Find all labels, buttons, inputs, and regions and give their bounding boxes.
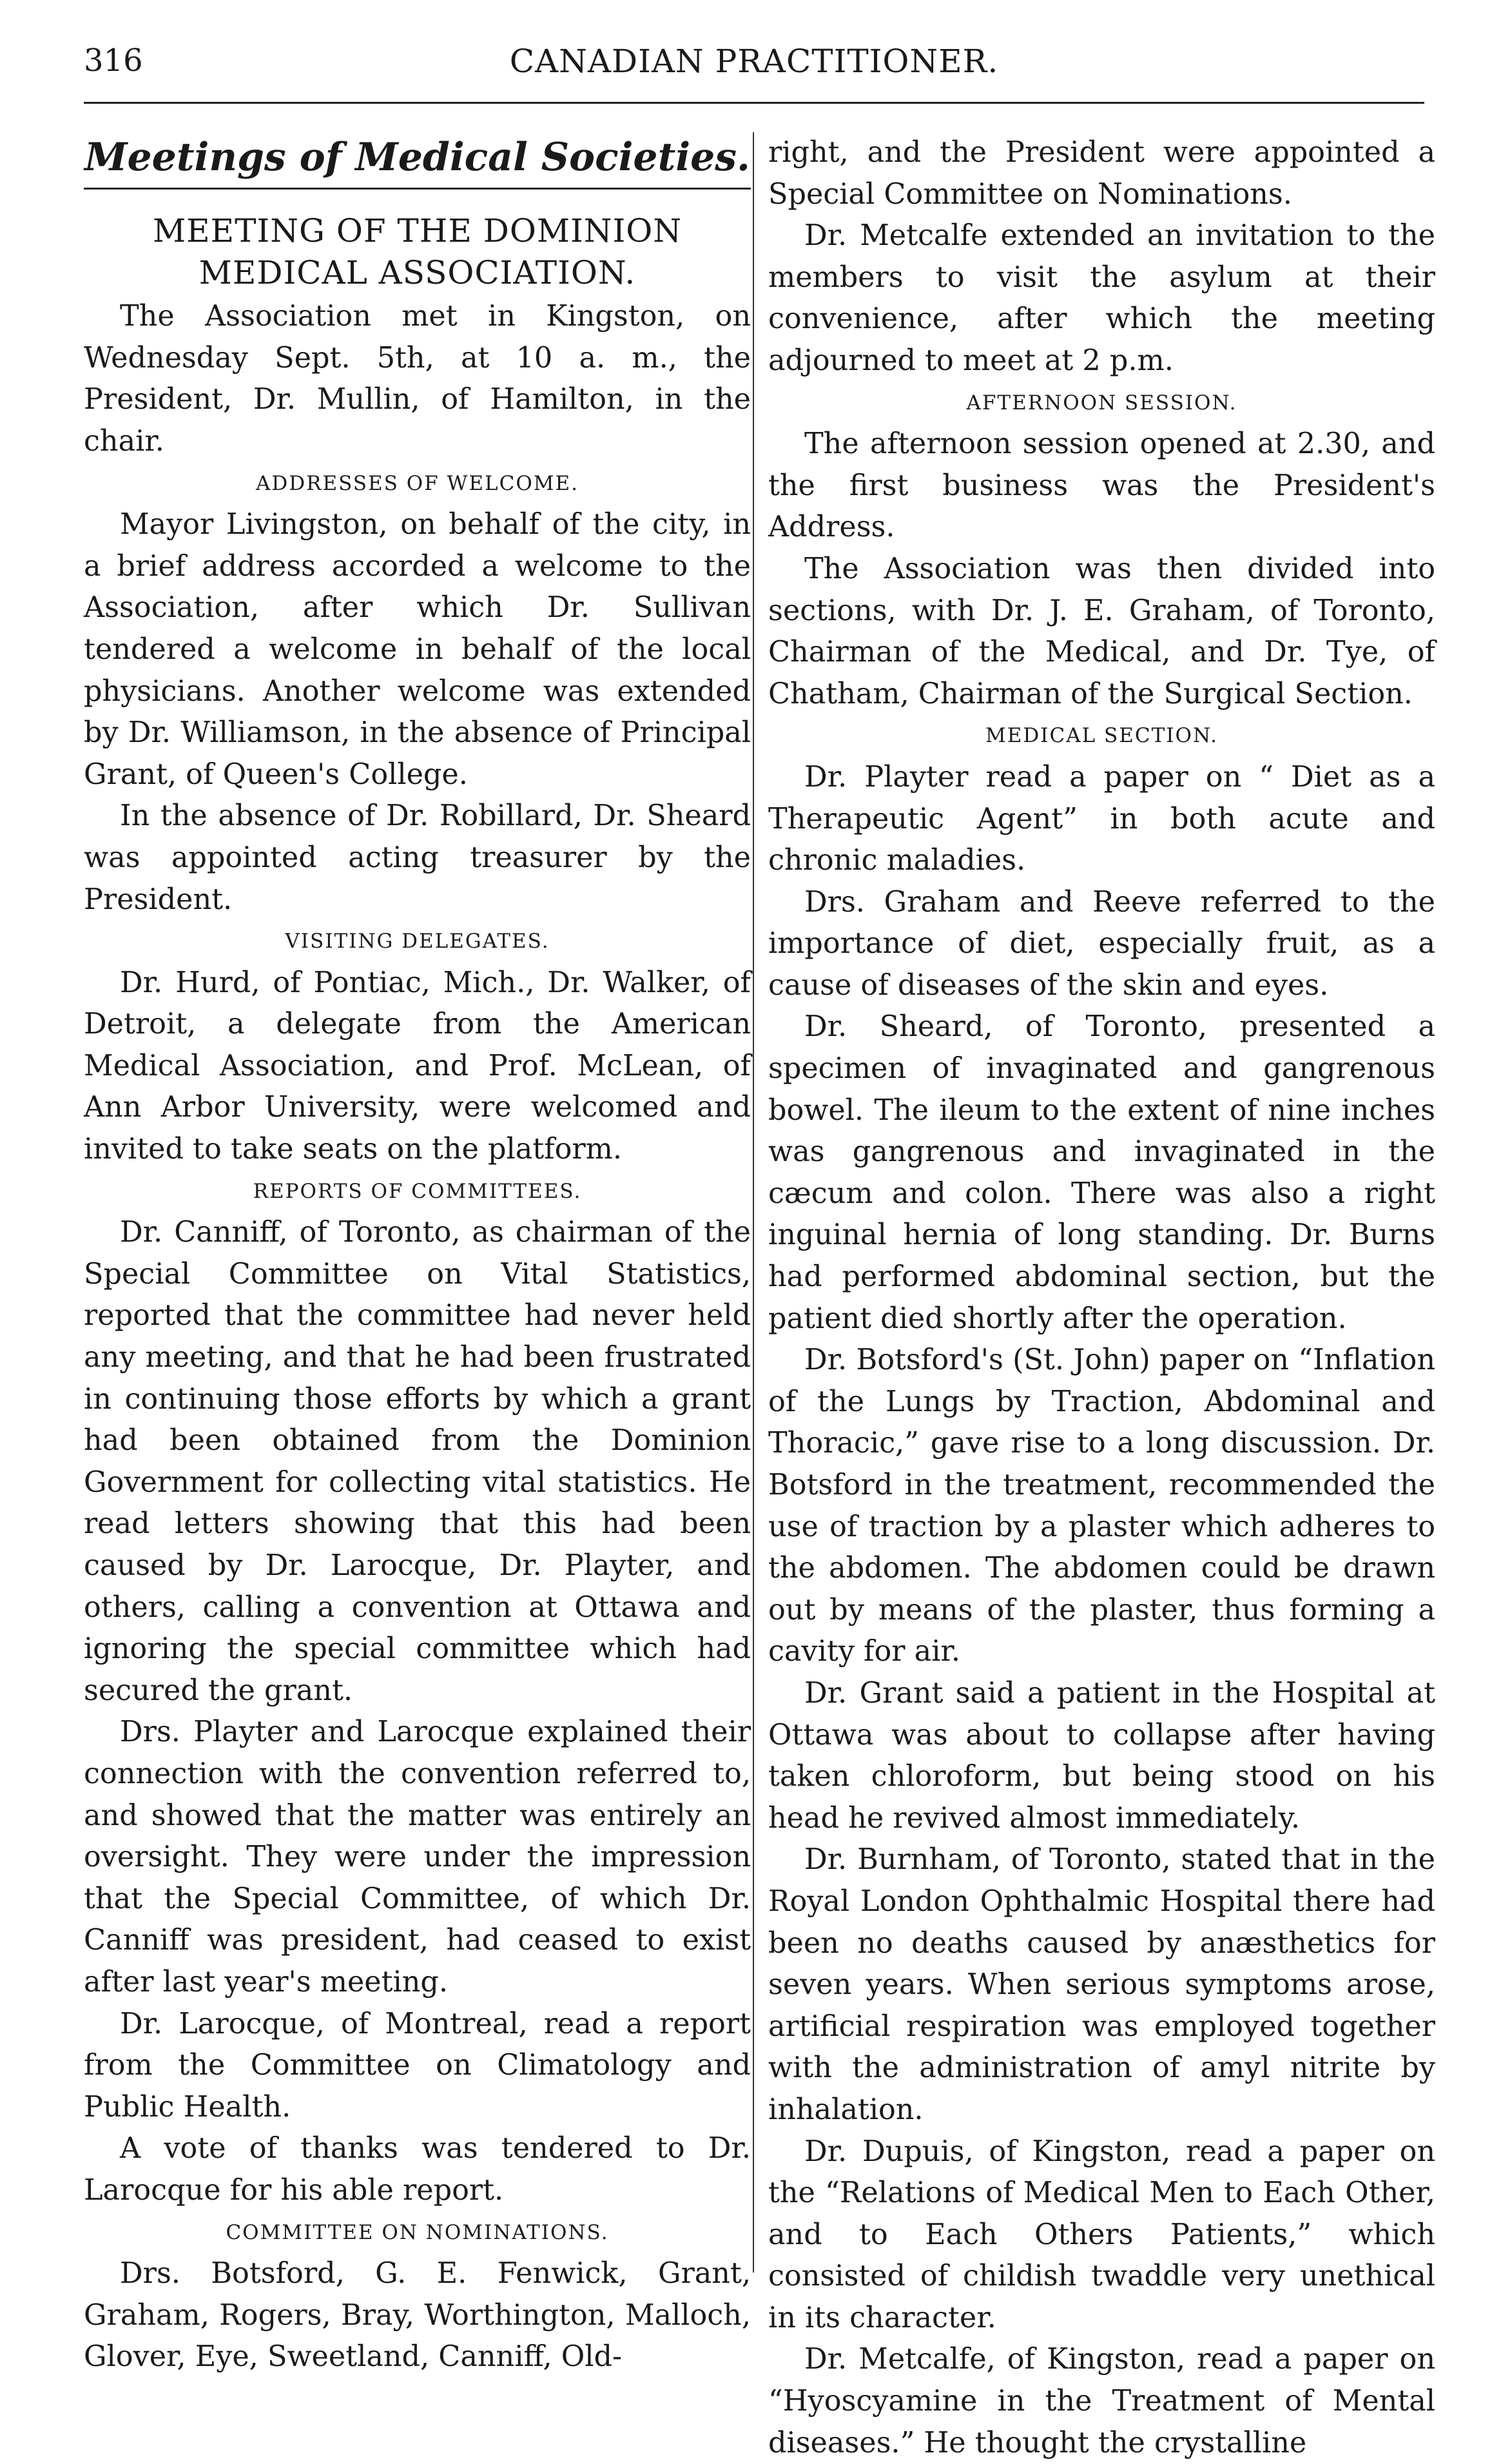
column-divider: [753, 132, 754, 2273]
paragraph: Drs. Graham and Reeve referred to the importance of diet, especially fruit, as a cause of diseases of the skin and eyes.: [768, 885, 1435, 1002]
page-number: 316: [84, 43, 143, 79]
right-column: [768, 132, 1435, 2464]
paragraph: Dr. Hurd, of Pontiac, Mich., Dr. Walker, of Detroit, a delegate from the American Medical Association, and Prof. McLean, of Ann Arbor University, were welcomed and invited to take seats on the platform.: [84, 966, 751, 1166]
paragraph: The Association met in Kingston, on Wednesday Sept. 5th, at 10 a. m., the President, Dr. Mullin, of Hamilton, in the chair.: [84, 300, 751, 458]
section-subheading: COMMITTEE ON NOMINATIONS.: [226, 2220, 609, 2244]
paragraph: Dr. Playter read a paper on “ Diet as a Therapeutic Agent” in both acute and chronic maladies.: [768, 760, 1435, 877]
section-subheading: MEDICAL SECTION.: [985, 724, 1218, 748]
paragraph: Dr. Grant said a patient in the Hospital at Ottawa was about to collapse after having taken chloroform, but being stood on his head he revived almost immediately.: [768, 1676, 1435, 1835]
paragraph: A vote of thanks was tendered to Dr. Larocque for his able report.: [84, 2132, 751, 2207]
paragraph: Dr. Larocque, of Montreal, read a report from the Committee on Climatology and Public Health.: [84, 2007, 751, 2124]
paragraph: The Association was then divided into sections, with Dr. J. E. Graham, of Toronto, Chairman of the Medical, and Dr. Tye, of Chatham, Chairman of the Surgical Section.: [768, 552, 1435, 710]
paragraph: Dr. Canniff, of Toronto, as chairman of the Special Committee on Vital Statistics, reported that the committee had never held any meeting, and that he had been frustrated in continuing those efforts by which a grant had been obtained from the Dominion Government for collecting vital statistics. He read letters showing that this had been caused by Dr. Larocque, Dr. Playter, and others, calling a convention at Ottawa and ignoring the special committee which had secured the grant.: [84, 1216, 751, 1707]
paragraph: right, and the President were appointed a Special Committee on Nominations.: [768, 136, 1435, 211]
running-head: [84, 43, 1424, 94]
paragraph: Dr. Botsford's (St. John) paper on “Inflation of the Lungs by Traction, Abdominal and Thoracic,” gave rise to a long discussion. Dr. Botsford in the treatment, recommended the use of traction by a plaster which adheres to the abdomen. The abdomen could be drawn out by means of the plaster, thus forming a cavity for air.: [768, 1344, 1435, 1668]
paragraph: Dr. Metcalfe, of Kingston, read a paper on “Hyoscyamine in the Treatment of Mental diseases.” He thought the crystalline: [768, 2343, 1435, 2459]
left-column: [84, 132, 751, 2378]
paragraph: Dr. Metcalfe extended an invitation to the members to visit the asylum at their convenience, after which the meeting adjourned to meet at 2 p.m.: [768, 219, 1435, 377]
paragraph: The afternoon session opened at 2.30, and the first business was the President's Address.: [768, 427, 1435, 544]
paragraph: Dr. Burnham, of Toronto, stated that in the Royal London Ophthalmic Hospital there had been no deaths caused by anæsthetics for seven years. When serious symptoms arose, artificial respiration was employed together with the administration of amyl nitrite by inhalation.: [768, 1843, 1435, 2126]
section-subheading: AFTERNOON SESSION.: [966, 391, 1237, 415]
paragraph: Drs. Playter and Larocque explained their connection with the convention referred to, and showed that the matter was entirely an oversight. They were under the impression that the Special Committee, of which Dr. Canniff was president, had ceased to exist after last year's meeting.: [84, 1716, 751, 1999]
section-heading-rule: [84, 188, 751, 190]
paragraph: Dr. Sheard, of Toronto, presented a specimen of invaginated and gangrenous bowel. The ileum to the extent of nine inches was gangrenous and invaginated in the cæcum and colon. There was also a right inguinal hernia of long standing. Dr. Burns had performed abdominal section, but the patient died shortly after the operation.: [768, 1010, 1435, 1335]
section-subheading: REPORTS OF COMMITTEES.: [253, 1179, 582, 1203]
article-title: MEETING OF THE DOMINION MEDICAL ASSOCIATION.: [152, 212, 683, 291]
header-rule: [84, 102, 1424, 104]
journal-title: CANADIAN PRACTITIONER.: [509, 43, 999, 80]
section-subheading: VISITING DELEGATES.: [285, 930, 550, 953]
paragraph: Drs. Botsford, G. E. Fenwick, Grant, Graham, Rogers, Bray, Worthington, Malloch, Glover, Eye, Sweetland, Canniff, Old-: [84, 2257, 751, 2374]
paragraph: In the absence of Dr. Robillard, Dr. Sheard was appointed acting treasurer by the President.: [84, 799, 751, 916]
section-subheading: ADDRESSES OF WELCOME.: [256, 471, 579, 495]
paragraph: Mayor Livingston, on behalf of the city, in a brief address accorded a welcome to the Association, after which Dr. Sullivan tendered a welcome in behalf of the local physicians. Another welcome was extended by Dr. Williamson, in the absence of Principal Grant, of Queen's College.: [84, 508, 751, 791]
paragraph: Dr. Dupuis, of Kingston, read a paper on the “Relations of Medical Men to Each Other, and to Each Others Patients,” which consisted of childish twaddle very unethical in its character.: [768, 2135, 1435, 2334]
section-heading: Meetings of Medical Societies.: [84, 135, 750, 180]
